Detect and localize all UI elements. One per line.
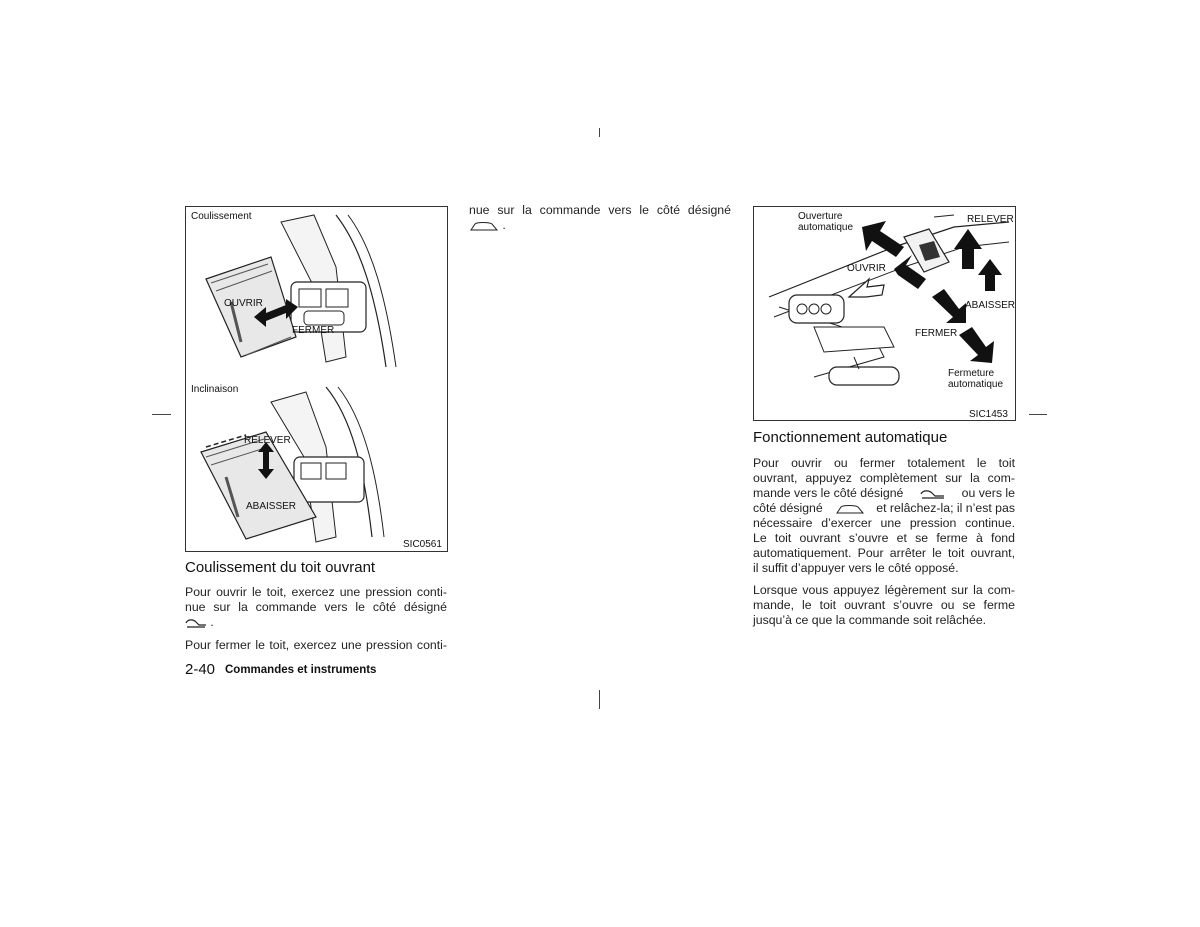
paragraph-line: il suffit d’appuyer vers le côté opposé. (753, 561, 959, 575)
callout-auto-open-1: Ouverture (798, 211, 843, 222)
paragraph-line: jusqu’à ce que la commande soit relâchée. (753, 613, 987, 627)
paragraph-line: automatiquement. Pour arrêter le toit ouvrant, (753, 546, 1015, 560)
text-fragment: mande vers le côté désigné (753, 486, 904, 500)
paragraph-line: Pour fermer le toit, exercez une pression conti- (185, 638, 447, 652)
figure-code: SIC1453 (969, 409, 1008, 420)
paragraph-line: Lorsque vous appuyez légèrement sur la com- (753, 583, 1015, 597)
running-footer-title: Commandes et instruments (225, 664, 377, 676)
callout-close: FERMER (292, 325, 335, 336)
paragraph-open (185, 585, 447, 630)
paragraph-line: Pour ouvrir ou fermer totalement le toit (753, 456, 1015, 470)
callout-close: FERMER (915, 328, 958, 339)
crop-mark-right (1029, 414, 1047, 415)
callout-lower: ABAISSER (246, 501, 297, 512)
paragraph-line (753, 501, 1015, 516)
paragraph-line: ouvrant, appuyez complètement sur la com- (753, 471, 1015, 485)
callout-raise: RELEVER (967, 214, 1014, 225)
callout-lower: ABAISSER (965, 300, 1016, 311)
figure-label-tilt: Inclinaison (191, 384, 239, 395)
paragraph-auto-operation (753, 456, 1015, 576)
sunroof-auto-figure (753, 206, 1016, 421)
text-fragment: et relâchez-la; il n’est pas (876, 501, 1015, 515)
section-heading-sliding: Coulissement du toit ouvrant (185, 559, 376, 576)
sunroof-switch-illustration (186, 207, 447, 551)
paragraph-close (185, 638, 447, 653)
callout-auto-close-1: Fermeture (948, 368, 995, 379)
section-heading-auto: Fonctionnement automatique (753, 429, 948, 446)
callout-raise: RELEVER (244, 435, 291, 446)
tilt-slide-open-symbol-icon (920, 488, 946, 500)
paragraph-line: nue sur la commande vers le côté désigné (185, 600, 447, 614)
paragraph-line: nécessaire d’exercer une pression continue. (753, 516, 1015, 530)
crop-mark-top (599, 128, 600, 137)
sunroof-slide-tilt-figure (185, 206, 448, 552)
sentence-end: . (210, 615, 214, 629)
text-fragment: ou vers le (961, 486, 1015, 500)
paragraph-line: mande, le toit ouvrant s’ouvre ou se ferme (753, 598, 1015, 612)
callout-auto-open-2: automatique (798, 222, 854, 233)
paragraph-line (469, 218, 731, 233)
middle-continuation (469, 203, 731, 233)
paragraph-line: Pour ouvrir le toit, exercez une pression conti- (185, 585, 447, 599)
figure-code: SIC0561 (403, 539, 442, 550)
paragraph-line: Le toit ouvrant s’ouvre et se ferme à fond (753, 531, 1015, 545)
paragraph-line (753, 486, 1015, 501)
text-fragment: côté désigné (753, 501, 823, 515)
paragraph-line: nue sur la commande vers le côté désigné (469, 203, 731, 217)
crop-mark-bottom (599, 690, 600, 709)
crop-mark-left (152, 414, 171, 415)
sentence-end: . (502, 218, 506, 232)
paragraph-line (185, 615, 447, 630)
figure-label-sliding: Coulissement (191, 211, 252, 222)
callout-auto-close-2: automatique (948, 379, 1004, 390)
page-number: 2-40 (185, 661, 216, 678)
tilt-slide-open-symbol-icon (185, 617, 207, 629)
close-symbol-icon (835, 503, 865, 515)
paragraph-light-press (753, 583, 1015, 628)
close-symbol-icon (469, 220, 499, 232)
callout-open: OUVRIR (847, 263, 886, 274)
callout-open: OUVRIR (224, 298, 263, 309)
